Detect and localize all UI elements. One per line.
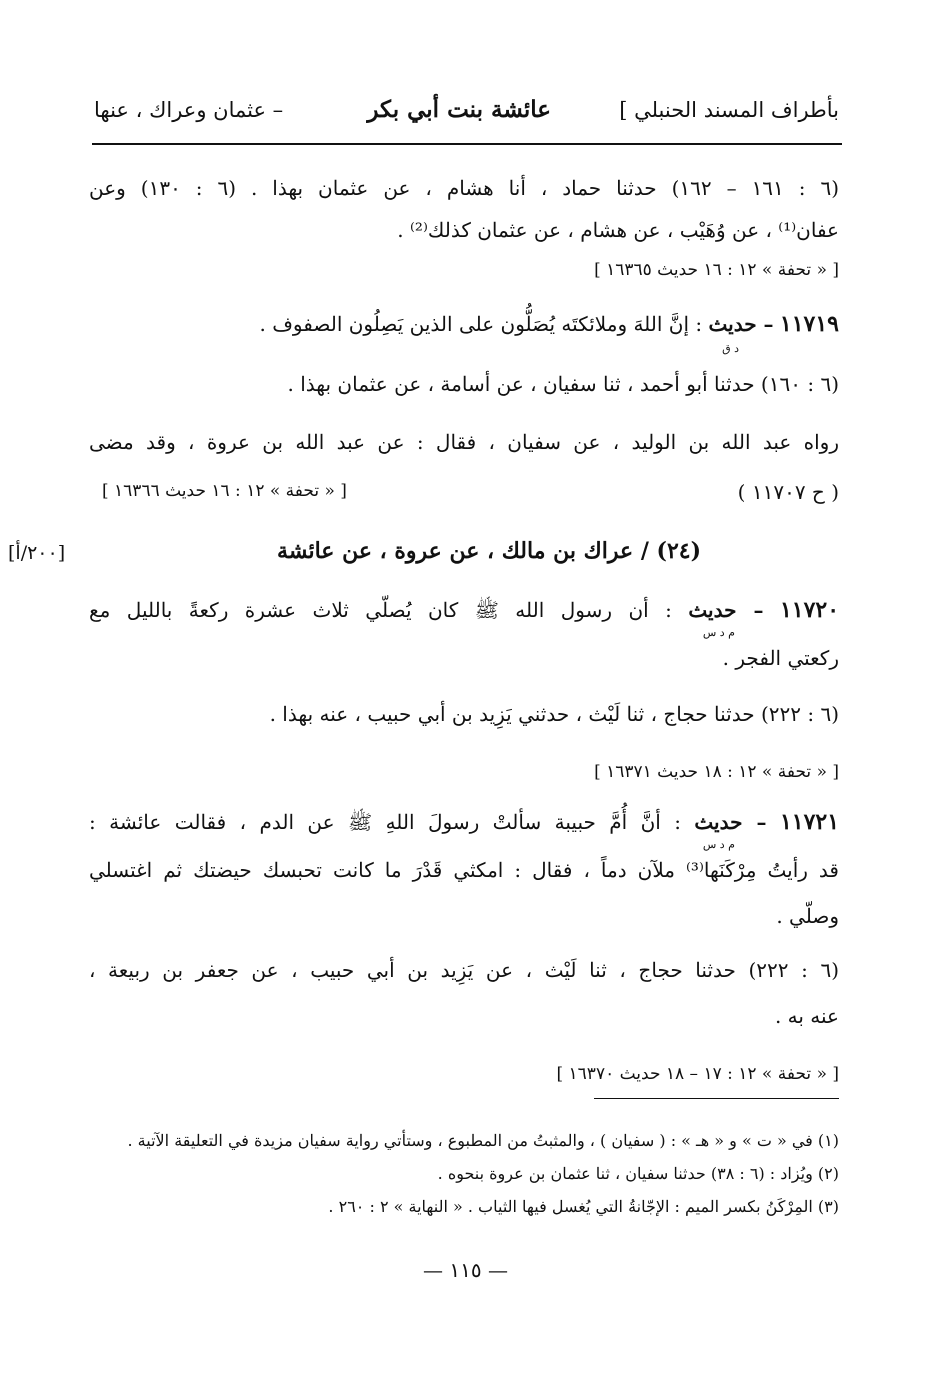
running-header-book-title: بأطراف المسند الحنبلي ] <box>619 98 839 122</box>
source-sigla: م د س <box>702 838 735 851</box>
entry-text-line: (٦ : ١٦١ – ١٦٢) حدثنا حماد ، أنا هشام ، عن عثمان بهذا . (٦ : ١٣٠) وعن <box>89 176 839 200</box>
hadith-number: ١١٧١٩ <box>779 311 839 337</box>
tuhfa-reference: [ « تحفة » ١٢ : ١٨ حديث ١٦٣٧١ ] <box>594 762 839 782</box>
hadith-number: ١١٧٢٠ <box>779 597 840 623</box>
running-header-narrators: – عثمان وعراك ، عنها <box>94 98 284 122</box>
cross-reference: ( ح ١١٧٠٧ ) <box>737 480 839 504</box>
header-rule <box>92 143 842 145</box>
footnote: (٣) المِرْكَنُ بكسر الميم : الإجّانةُ التي يُغسل فيها الثياب . « النهاية » ٢ : ٢٦٠ . <box>328 1197 839 1216</box>
hadith-keyword: – حديث <box>694 810 767 834</box>
hadith-11721 <box>89 808 839 836</box>
entry-text-line: رواه عبد الله بن الوليد ، عن سفيان ، فقال : عن عبد الله بن عروة ، وقد مضى <box>89 430 839 454</box>
footnote: (٢) ويُزاد : (٦ : ٣٨) حدثنا سفيان ، ثنا عثمان بن عروة بنحوه . <box>437 1164 839 1183</box>
footnote-rule <box>594 1098 839 1099</box>
hadith-11719 <box>89 310 839 338</box>
entry-text-line: ركعتي الفجر . <box>722 646 839 670</box>
tuhfa-reference: [ « تحفة » ١٢ : ١٧ – ١٨ حديث ١٦٣٧٠ ] <box>556 1064 839 1084</box>
tuhfa-reference: [ « تحفة » ١٢ : ١٦ حديث ١٦٣٦٥ ] <box>594 260 839 280</box>
margin-folio-reference: [٢٠٠/أ] <box>8 542 66 564</box>
hadith-text: : إنَّ اللهَ وملائكتَه يُصَلُّون على الذين يَصِلُون الصفوف . <box>259 312 703 336</box>
running-header-section-title: عائشة بنت أبي بكر <box>367 96 551 123</box>
hadith-keyword: – حديث <box>708 312 774 336</box>
footnote: (١) في « ت » و « هـ » : ( سفيان ) ، والمثبتُ من المطبوع ، وستأتي رواية سفيان مزيدة في التعليقة الآتية . <box>127 1131 839 1150</box>
source-sigla: د ق <box>722 342 739 355</box>
isnad-chain: (٦ : ١٦٠) حدثنا أبو أحمد ، ثنا سفيان ، عن أسامة ، عن عثمان بهذا . <box>287 372 839 396</box>
isnad-chain: (٦ : ٢٢٢) حدثنا حجاج ، ثنا لَيْث ، عن يَزِيد بن أبي حبيب ، عن جعفر بن ربيعة ، <box>89 958 839 982</box>
isnad-chain: عنه به . <box>774 1004 839 1028</box>
hadith-number: ١١٧٢١ <box>779 809 840 835</box>
entry-text-line: وصلّي . <box>776 904 839 928</box>
hadith-text: : أن رسول الله ﷺ كان يُصلّي ثلاث عشرة ركعةً بالليل مع <box>89 598 672 622</box>
entry-text-line: قد رأيتُ مِرْكَنَها⁽³⁾ ملآن دماً ، فقال : امكثي قَدْرَ ما كانت تحبسك حيضتك ثم اغتسلي <box>89 858 839 882</box>
hadith-text: : أنَّ أُمَّ حبيبة سألتْ رسولَ اللهِ ﷺ عن الدم ، فقالت عائشة : <box>89 810 681 834</box>
page-number: — ١١٥ — <box>423 1258 508 1282</box>
section-heading: (٢٤) / عراك بن مالك ، عن عروة ، عن عائشة <box>277 538 701 564</box>
isnad-chain: (٦ : ٢٢٢) حدثنا حجاج ، ثنا لَيْث ، حدثني يَزِيد بن أبي حبيب ، عنه بهذا . <box>269 702 839 726</box>
tuhfa-reference: [ « تحفة » ١٢ : ١٦ حديث ١٦٣٦٦ ] <box>102 481 347 501</box>
hadith-11720 <box>89 596 839 624</box>
entry-text-line: عفان⁽¹⁾ ، عن وُهَيْب ، عن هشام ، عن عثمان كذلك⁽²⁾ . <box>397 218 839 242</box>
hadith-keyword: – حديث <box>688 598 764 622</box>
source-sigla: م د س <box>702 626 735 639</box>
